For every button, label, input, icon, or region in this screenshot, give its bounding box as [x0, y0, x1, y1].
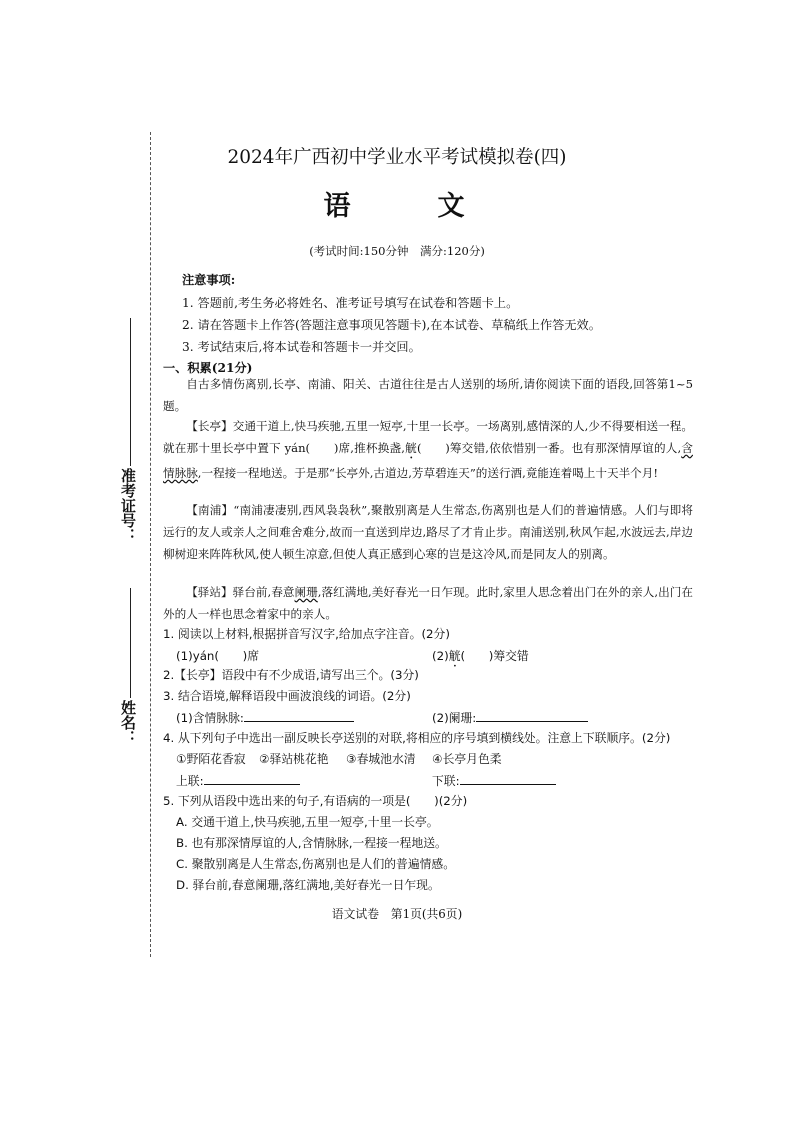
q5-option-a: A. 交通干道上,快马疾驰,五里一短亭,十里一长亭。: [176, 815, 439, 829]
page-footer: 语文试卷 第1页(共6页): [331, 907, 463, 921]
exam-id-label: 准考证号：: [119, 468, 137, 543]
question-1-a: (1)yán( )席: [176, 649, 259, 663]
question-1-b-prefix: (2): [432, 649, 449, 663]
exam-id-blank-line: [130, 318, 131, 466]
question-3-b: [432, 710, 588, 725]
answer-blank[interactable]: [476, 710, 588, 722]
exam-info: (考试时间:150分钟 满分:120分): [309, 244, 485, 258]
question-1-b-suffix: ( )筹交错: [460, 649, 529, 663]
q4-up-label: 上联:: [176, 774, 204, 788]
question-5: 5. 下列从语段中选出来的句子,有语病的一项是( )(2分): [163, 794, 468, 808]
dotted-char: 觥: [404, 441, 417, 455]
notes-item-3: 3. 考试结束后,将本试卷和答题卡一并交回。: [182, 340, 421, 354]
question-3: 3. 结合语境,解释语段中画波浪线的词语。(2分): [163, 689, 411, 703]
question-3-a-label: (1)含情脉脉:: [176, 711, 244, 725]
notes-heading: 注意事项:: [182, 273, 236, 287]
q4-up-line: [176, 773, 300, 788]
passage-yizhan-part1: 【驿站】驿台前,春意: [186, 585, 295, 599]
intro-paragraph: [163, 373, 693, 417]
answer-blank[interactable]: [204, 773, 300, 785]
exam-title: 2024年广西初中学业水平考试模拟卷(四): [227, 147, 567, 168]
name-blank-line: [130, 588, 131, 698]
passage-yizhan: [163, 581, 693, 625]
q4-option-1: ①野陌花香寂: [176, 752, 246, 766]
q5-option-d: D. 驿台前,春意阑珊,落红满地,美好春光一日乍现。: [176, 878, 440, 892]
passage-changting-part2: ( )筹交错,依依惜别一番。也有那深情厚谊的人,: [416, 441, 682, 455]
passage-nanpu: [163, 499, 693, 565]
passage-nanpu-text: 【南浦】“南浦凄凄别,西风袅袅秋”,聚散别离是人生常态,伤离别也是人们的普遍情感。人们与即将远行的友人或亲人之间难舍难分,故而一直送到岸边,路尽了才肯止步。南浦送别,秋风乍起,水波远去,岸边柳树迎来阵阵秋风,使人顿生凉意,但使人真正感到心寒的岂是这冷风,而是同友人的别离。: [163, 503, 693, 561]
question-1: 1. 阅读以上材料,根据拼音写汉字,给加点字注音。(2分): [163, 627, 450, 641]
passage-changting: [163, 415, 693, 484]
notes-item-1: 1. 答题前,考生务必将姓名、准考证号填写在试卷和答题卡上。: [182, 296, 519, 310]
name-label: 姓名：: [119, 700, 137, 745]
answer-blank[interactable]: [460, 773, 556, 785]
passage-changting-part1: 【长亭】交通干道上,快马疾驰,五里一短亭,十里一长亭。一场离别,感情深的人,少不得要相送一程。就在那十里长亭中置下 yán( )席,推杯换盏,: [163, 419, 693, 455]
wavy-word-hanqingmaimai: 含情脉脉: [163, 441, 693, 480]
answer-blank[interactable]: [244, 710, 354, 722]
passage-changting-part3: ,一程接一程地送。于是那“长亭外,古道边,芳草碧连天”的送行酒,竟能连着喝上十天半个月!: [197, 466, 659, 480]
q4-down-label: 下联:: [432, 774, 460, 788]
q4-option-4: ④长亭月色柔: [432, 752, 502, 766]
question-2: 2.【长亭】语段中有不少成语,请写出三个。(3分): [163, 668, 419, 682]
question-1-b-dotted-char: 觥: [448, 649, 461, 663]
question-1-b: [432, 649, 529, 670]
wavy-word-lanshan: 阑珊: [294, 585, 318, 599]
notes-item-2: 2. 请在答题卡上作答(答题注意事项见答题卡),在本试卷、草稿纸上作答无效。: [182, 318, 601, 332]
q5-option-b: B. 也有那深情厚谊的人,含情脉脉,一程接一程地送。: [176, 836, 447, 850]
q5-option-c: C. 聚散别离是人生常态,伤离别也是人们的普遍情感。: [176, 857, 456, 871]
intro-text: 自古多情伤离别,长亭、南浦、阳关、古道往往是古人送别的场所,请你阅读下面的语段,回答第1~5题。: [163, 377, 693, 413]
question-3-a: [176, 710, 354, 725]
question-4: 4. 从下列句子中选出一副反映长亭送别的对联,将相应的序号填到横线处。注意上下联顺序。(2分): [163, 731, 671, 745]
q4-down-line: [432, 773, 556, 788]
q4-option-3: ③春城池水清: [346, 752, 416, 766]
q4-option-2: ②驿站桃花艳: [259, 752, 329, 766]
subject-title: 语 文: [323, 191, 495, 222]
passage-yizhan-part2: ,落红满地,美好春光一日乍现。此时,家里人思念着出门在外的亲人,出门在外的人一样也思念着家中的亲人。: [163, 585, 693, 621]
section-heading: 一、积累(21分): [163, 361, 253, 375]
question-3-b-label: (2)阑珊:: [432, 711, 477, 725]
